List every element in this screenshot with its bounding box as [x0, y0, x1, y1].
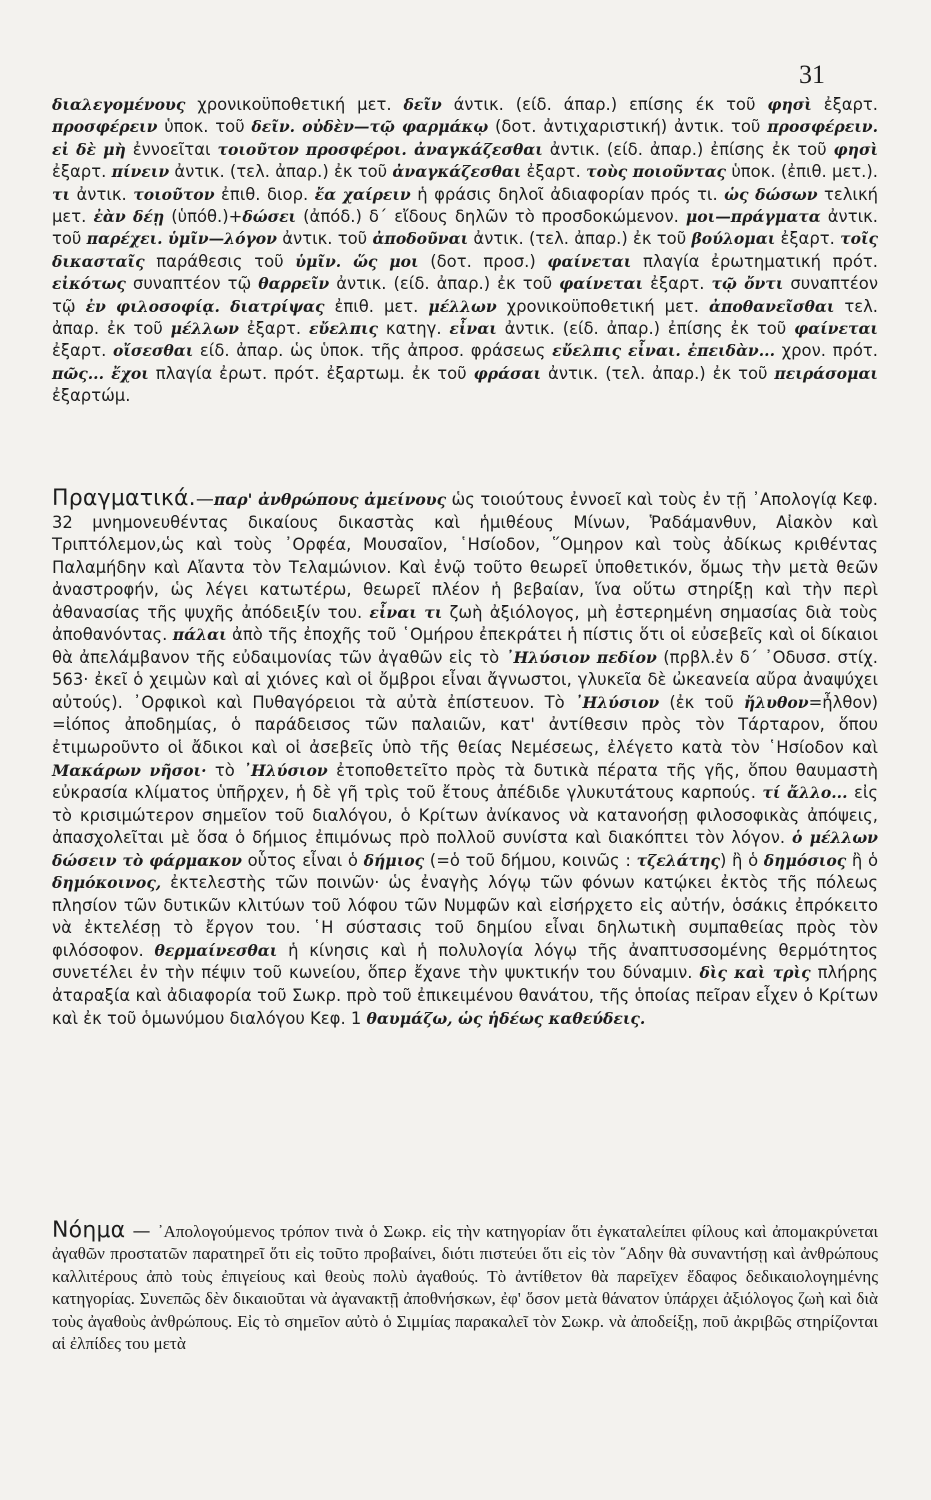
lemma-term: εὔελπις εἶναι. ἐπειδὰν...	[552, 341, 776, 361]
page-number: 31	[799, 60, 825, 89]
annotation-text: συναπτέον τῷ	[125, 274, 259, 294]
lemma-term: εὔελπις	[308, 319, 379, 339]
noima-section	[52, 1220, 878, 1355]
lemma-term: δὶς καὶ τρὶς	[699, 963, 811, 983]
annotation-text: πλαγία ἐρωτ. πρότ. ἐξαρτωμ. ἐκ τοῦ	[148, 363, 474, 383]
lemma-term: φησὶ	[833, 139, 878, 159]
lemma-term: εἶναι	[449, 319, 497, 339]
lemma-term: τί ἄλλο...	[762, 783, 848, 803]
annotation-text: ζωὴ ἀξιόλογος, μὴ ἐστερημένη σημασίας διὰ τοὺς ἀποθανόντας.	[52, 602, 878, 645]
annotation-text: ὑποκ. τοῦ	[157, 117, 252, 137]
lemma-term: τοιοῦτον προσφέροι. ἀναγκάζεσθαι	[217, 139, 543, 159]
annotation-text: άντικ. (είδ. άπαρ.) επίσης έκ τοῦ	[441, 95, 768, 114]
lemma-term: πάλαι	[172, 625, 227, 645]
annotation-text: ὑποκ. (ἐπιθ. μετ.).	[726, 162, 878, 182]
annotation-text: ἐξαρτ.	[643, 274, 712, 294]
noima-paragraph	[52, 1220, 878, 1355]
lemma-term: πειράσομαι	[774, 363, 878, 383]
annotation-text: ἡ φράσις δηλοῖ ἀδιαφορίαν πρός τι.	[410, 184, 725, 204]
annotation-text: ἀντικ. (είδ. ἀπαρ.) ἐπίσης ἐκ τοῦ	[542, 139, 834, 159]
lemma-term: βούλομαι	[691, 229, 776, 249]
annotation-text: οὗτος εἶναι ὁ	[241, 850, 364, 870]
pragmatika-section	[52, 488, 878, 1030]
annotation-text: συναπτέον τῷ	[52, 274, 878, 316]
pragmatika-paragraph	[52, 488, 878, 1030]
noima-heading: Νόημα	[52, 1218, 126, 1243]
lemma-term: ἐν φιλοσοφίᾳ. διατρίψας	[85, 296, 325, 316]
lemma-term: προσφέρειν	[52, 117, 158, 137]
lemma-term: ὡς δώσων	[724, 184, 818, 204]
noima-text: ᾿Απολογούμενος τρόπον τινὰ ὁ Σωκρ. εἰς τὴν κατηγορίαν ὅτι ἐγκαταλείπει φίλους καὶ ἀπομακρύνεται ἀγαθῶν προστατῶν παρατηρεῖ ὅτι εἰς τοῦτο προβαίνει, διότι πιστεύει ὅτι εἰς τὸν ῞Αδην θὰ συναντήσῃ καὶ ἀνθρώπους καλλιτέρους ἀπὸ τοὺς ἐπιγείους καὶ θεοὺς πολὺ ἀγαθούς. Τὸ ἀντίθετον θὰ παρεῖχεν ἔδαφος δεδικαιολογημένης κατηγορίας. Συνεπῶς δὲν δικαιοῦται νὰ ἀγανακτῇ ἀποθνήσκων, ἐφ' ὅσον μετὰ θάνατον ὑπάρχει ἀξιόλογος ζωὴ καὶ διὰ τοὺς ἀγαθοὺς ἀνθρώπους. Εἰς τὸ σημεῖον αὐτὸ ὁ Σιμμίας παρακαλεῖ τὸν Σωκρ. νὰ ἀποδείξῃ, ποῦ ἀκριβῶς στηρίζονται αἱ ἐλπίδες του μετὰ	[52, 1222, 878, 1354]
annotation-text: ἐτοποθετεῖτο πρὸς τὰ δυτικὰ πέρατα τῆς γῆς, ὅπου θαυμαστὴ εὐκρασία κλίματος ὑπῆρχεν, ἡ δὲ γῆ τρὶς τοῦ ἔτους ἀπέδιδε γλυκυτάτους καρπούς.	[52, 760, 878, 803]
annotation-text: ἀντικ.	[70, 184, 134, 204]
lemma-term: τοιοῦτον	[133, 184, 215, 204]
lemma-term: φαίνεται	[794, 319, 878, 339]
annotation-text: (ὑπόθ.)+	[164, 207, 243, 227]
annotation-text: (ἐκ τοῦ	[659, 692, 744, 712]
noima-dash: —	[125, 1221, 158, 1242]
annotation-text: ἐξαρτ.	[52, 162, 112, 182]
lemma-term: δεῖν	[403, 95, 442, 114]
annotation-text: (δοτ. ἀντιχαριστική) ἀντικ. τοῦ	[488, 117, 768, 137]
annotation-text: είδ. ἀπαρ. ὡς ὑποκ. τῆς ἀπροσ. φράσεως	[193, 341, 553, 361]
annotation-text: ἐξαρτ.	[52, 341, 113, 361]
lemma-term: μοι—πράγματα	[685, 207, 821, 227]
lemma-term: μέλλων	[428, 296, 497, 316]
annotation-text: εἰς τὸ κρισιμώτερον σημεῖον τοῦ διαλόγου, ὁ Κρίτων ἀνίκανος νὰ κατανοήσῃ φιλοσοφικὰς ἀπόψεις, ἀπασχολεῖται μὲ ὅσα ὁ δήμιος ἐπιμόνως πρὸ πολλοῦ συνίστα καὶ διακόπτει τὸν λόγον.	[52, 783, 878, 848]
lemma-term: δεῖν. οὐδὲν—τῷ φαρμάκῳ	[251, 117, 489, 137]
lemma-term: δήμιος	[363, 850, 425, 870]
lemma-term: φαίνεται	[559, 274, 644, 294]
annotation-text: χρον. πρότ.	[775, 341, 878, 361]
lemma-term: τζελάτης	[636, 850, 720, 870]
lemma-term: ὑμῖν. ὥς μοι	[295, 251, 419, 271]
annotation-text: (=ὁ τοῦ δήμου, κοινῶς :	[424, 850, 637, 870]
lemma-term: ᾿Ηλύσιον πεδίον	[505, 647, 657, 667]
lemma-term: ἀποθανεῖσθαι	[708, 296, 835, 316]
lemma-term: τοῖς δικασταῖς	[52, 229, 878, 271]
annotation-text: ἡ κίνησις καὶ ἡ πολυλογία λόγῳ τῆς ἀναπτυσσομένης θερμότητος συνετέλει ἐν τὴν πέψιν τοῦ κωνείου, ὅπερ ἔχανε τὴν ψυκτικήν του δύναμιν.	[52, 940, 878, 983]
lemma-term: ἐὰν δέῃ	[93, 207, 165, 227]
annotation-text: ἐξαρτώμ.	[52, 386, 131, 406]
annotation-text: τὸ	[206, 760, 244, 780]
grammar-notes-text	[52, 94, 878, 408]
annotation-text: χρονικοϋποθετική μετ.	[496, 296, 709, 316]
lemma-term: προσφέρειν. εἰ δὲ μὴ	[52, 117, 878, 159]
annotation-text: ἀντικ. (τελ. ἀπαρ.) ἐκ τοῦ	[541, 363, 775, 383]
annotation-text: πλαγία ἐρωτηματική πρότ.	[631, 251, 878, 271]
annotation-text: ἀπὸ τῆς ἐποχῆς τοῦ ῾Ομήρου ἐπεκράτει ἡ πίστις ὅτι οἱ εὐσεβεῖς καὶ οἱ δίκαιοι θὰ ἀπελάμβανον τῆς εὐδαιμονίας τῶν ἀγαθῶν εἰς τὸ	[52, 625, 878, 667]
lemma-term: οἴσεσθαι	[112, 341, 194, 361]
lemma-term: πῶς... ἔχοι	[52, 363, 149, 383]
annotation-text: ἐξαρτ.	[775, 229, 841, 249]
lemma-term: εἶναι τι	[369, 602, 443, 622]
annotation-text: ἐκτελεστὴς τῶν ποινῶν· ὡς ἐναγὴς λόγῳ τῶν φόνων κατῴκει ἐκτὸς τῆς πόλεως πλησίον τῶν δυτικῶν κλιτύων τοῦ λόφου τῶν Νυμφῶν καὶ εἰσήρχετο εἰς αὐτήν, ὁσάκις ἐπρόκειτο νὰ ἐκτελέσῃ τὸ ἔργον του. ῾Η σύστασις τοῦ δημίου εἶναι δηλωτικὴ συμπαθείας πρὸς τὸν φιλόσοφον.	[52, 873, 878, 960]
lemma-term: δημόσιος	[763, 850, 847, 870]
lemma-term: διαλεγομένους	[52, 95, 186, 114]
grammar-notes-paragraph	[52, 94, 878, 408]
annotation-text: ἐπιθ. μετ.	[324, 296, 429, 316]
annotation-text: ἐξαρτ.	[238, 319, 309, 339]
annotation-text: ἐξαρτ.	[811, 95, 879, 114]
lemma-term: φράσαι	[473, 363, 542, 383]
lemma-term: Μακάρων νῆσοι·	[52, 760, 207, 780]
annotation-text: τελική μετ.	[52, 184, 879, 227]
pragmatika-heading: Πραγματικά.	[52, 486, 196, 511]
lemma-term: ᾿Ηλύσιον	[574, 692, 660, 712]
lemma-term: μέλλων	[170, 319, 239, 339]
lemma-term: παρέχει. ὑμῖν—λόγον	[86, 229, 277, 249]
annotation-text: ἐπιθ. διορ.	[214, 184, 315, 204]
annotation-text: (ἀπόδ.) δ΄ εἴδους δηλῶν τὸ προσδοκώμενον.	[296, 207, 686, 227]
lemma-term: δημόκοινος,	[52, 873, 162, 893]
lemma-term: ἔα χαίρειν	[314, 184, 411, 204]
pragmatika-dash: —	[195, 489, 214, 510]
lemma-term: θαυμάζω, ὡς ἡδέως καθεύδεις.	[366, 1008, 646, 1028]
annotation-text: ἢ ὁ	[846, 850, 878, 870]
annotation-text: ὡς τοιούτους ἐννοεῖ καὶ τοὺς ἐν τῇ ᾿Απολογίᾳ Κεφ. 32 μνημονευθέντας δικαίους δικαστὰς καὶ ἡμιθέους Μίνων, Ῥαδάμανθυν, Αἰακὸν καὶ Τριπτόλεμον,ὡς καὶ τοὺς ᾿Ορφέα, Μουσαῖον, ῾Ησίοδον, ῞Ομηρον καὶ τοὺς ἀδίκως κριθέντας Παλαμήδην καὶ Αἴαντα τὸν Τελαμώνιον. Καὶ ἐνῷ τοῦτο θεωρεῖ ὑποθετικόν, ὅμως τὴν μετὰ θεῶν ἀναστροφήν, ὡς λέγει κατωτέρω, θεωρεῖ πλέον ἡ βεβαίαν, ἵνα οὕτω στηρίξῃ καὶ τὴν περὶ ἀθανασίας τῆς ψυχῆς ἀπόδειξίν του.	[52, 490, 878, 622]
annotation-text: ἀντικ. (είδ. ἀπαρ.) ἐκ τοῦ	[329, 274, 560, 294]
lemma-term: πίνειν	[111, 162, 170, 182]
lemma-term: ἤλυθον	[743, 692, 809, 712]
lemma-term: ἀναγκάζεσθαι	[392, 162, 522, 182]
lemma-term: τῷ ὄντι	[711, 274, 784, 294]
lemma-term: φησὶ	[767, 95, 812, 114]
annotation-text: =ἦλθον) =ἰόπος ἀποδημίας, ὁ παράδεισος τῶν παλαιῶν, κατ' ἀντίθεσιν πρὸς τὸν Τάρταρον, ὅπου ἐτιμωροῦντο οἱ ἄδικοι καὶ οἱ ἀσεβεῖς ὑπὸ τῆς θείας Νεμέσεως, ἐλέγετο κατὰ τὸν ῾Ησίοδον καὶ	[52, 692, 878, 758]
annotation-text: πλήρης ἀταραξία καὶ ἀδιαφορία τοῦ Σωκρ. πρὸ τοῦ ἐπικειμένου θανάτου, τῆς ὁποίας πεῖραν εἶχεν ὁ Κρίτων καὶ ἐκ τοῦ ὁμωνύμου διαλόγου Κεφ. 1	[52, 963, 878, 1028]
annotation-text: ἀντικ. (είδ. ἀπαρ.) ἐπίσης ἐκ τοῦ	[496, 319, 795, 339]
annotation-text: παράθεσις τοῦ	[144, 251, 296, 271]
lemma-term: δώσει	[242, 207, 297, 227]
lemma-term: εἰκότως	[52, 274, 126, 294]
lemma-term: τοὺς ποιοῦντας	[586, 162, 727, 182]
lemma-term: ἀποδοῦναι	[372, 229, 469, 249]
annotation-text: ἀντικ. (τελ. ἀπαρ.) ἐκ τοῦ	[169, 162, 393, 182]
annotation-text: (πρβλ.ἐν δ΄ ᾿Οδυσσ. στίχ. 563· ἐκεῖ ὁ χειμὼν καὶ αἱ χιόνες καὶ οἱ ὄμβροι εἶναι ἄγνωστοι, γλυκεῖα δὲ ὠκεανεία αὔρα ἀναψύχει αὐτούς). ᾿Ορφικοὶ καὶ Πυθαγόρειοι τὰ αὐτὰ ἐπίστευον. Τὸ	[52, 647, 878, 712]
annotation-text: χρονικοϋποθετική μετ.	[185, 95, 404, 114]
lemma-term: θερμαίνεσθαι	[154, 940, 278, 960]
lemma-term: φαίνεται	[547, 251, 632, 271]
annotation-text: ἀντικ. (τελ. ἀπαρ.) ἐκ τοῦ	[468, 229, 692, 249]
annotation-text: ἀντικ. τοῦ	[276, 229, 373, 249]
annotation-text: ἐξαρτ.	[521, 162, 587, 182]
lemma-term: παρ' ἀνθρώπους ἀμείνους	[213, 490, 447, 509]
annotation-text: (δοτ. προσ.)	[418, 251, 548, 271]
lemma-term: τι	[52, 184, 71, 204]
annotation-text: ) ἢ ὁ	[719, 850, 764, 870]
annotation-text: κατηγ.	[378, 319, 450, 339]
annotation-text: ἀντικ. τοῦ	[52, 207, 878, 249]
annotation-text: ἐννοεῖται	[125, 139, 218, 159]
annotation-text: τελ. ἀπαρ. ἐκ τοῦ	[52, 296, 878, 339]
lemma-term: ὁ μέλλων δώσειν τὸ φάρμακον	[52, 828, 878, 870]
lemma-term: ᾿Ηλύσιον	[243, 760, 328, 780]
lemma-term: θαρρεῖν	[258, 274, 330, 294]
